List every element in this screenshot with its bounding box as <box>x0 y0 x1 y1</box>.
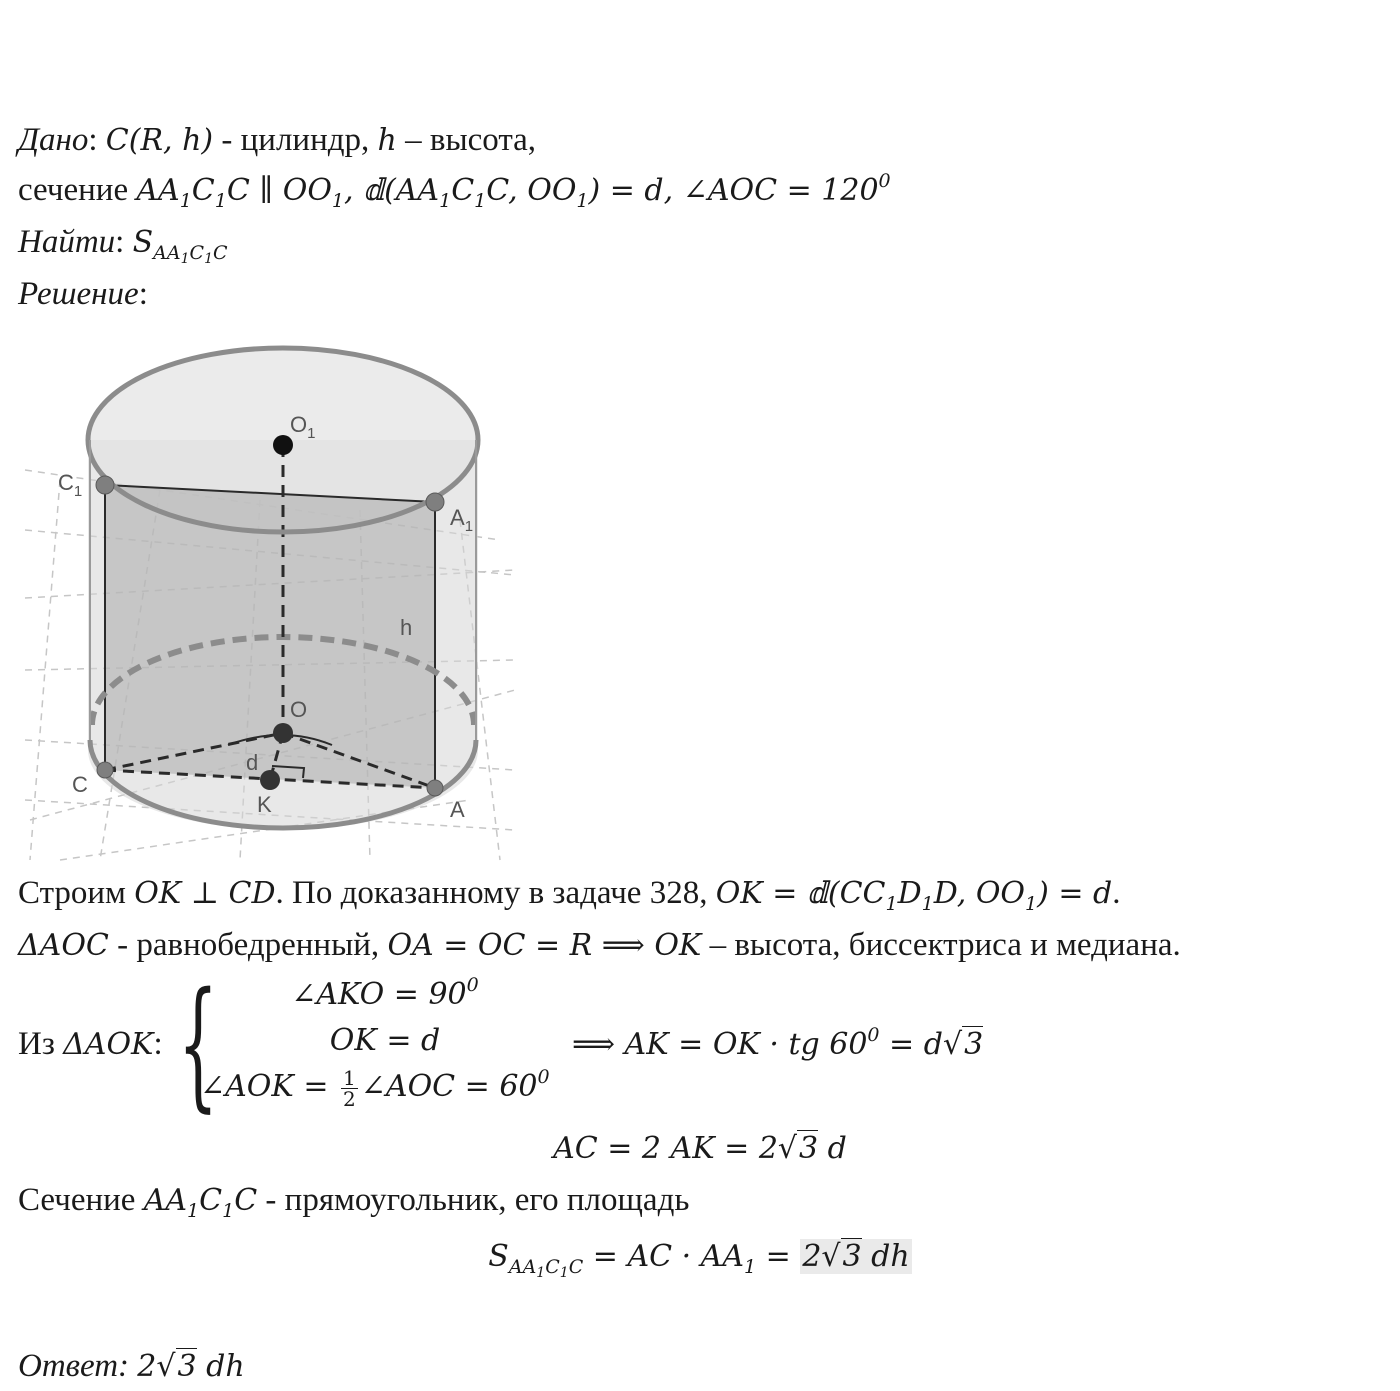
system-prefix: Из ΔAOK: <box>18 1026 163 1062</box>
system-row-3: ∠AOK = $\frac{1}{2}$ ∠AOC = $60^0$ <box>200 1065 550 1111</box>
label-o: O <box>290 697 308 722</box>
label-d: d <box>246 750 259 775</box>
given-line-1: Дано: C(R, h) - цилиндр, h – высота, <box>18 122 537 158</box>
cylinder-text: - цилиндр, <box>213 122 378 158</box>
label-o1: $O_1$ <box>290 412 316 442</box>
find-expr: $S_{AA_1C_1C}$ <box>132 225 228 267</box>
label-a: A <box>450 797 465 822</box>
point-o <box>273 723 293 743</box>
solution-line: Решение: <box>18 276 148 312</box>
label-a1: $A_1$ <box>450 505 474 535</box>
height-text: – высота, <box>396 122 537 158</box>
label-c1: $C_1$ <box>58 470 83 500</box>
section-expr: $AA_1C_1C$ ∥ $OO_1$ <box>136 173 345 212</box>
system-row-2: OK = d <box>329 1023 441 1058</box>
point-c <box>97 762 113 778</box>
find-label: Найти <box>18 224 116 260</box>
system-rows <box>200 972 570 1110</box>
answer-value: 2√3 dh <box>137 1349 245 1384</box>
given-label: Дано <box>18 122 89 158</box>
point-a1 <box>426 493 444 511</box>
distance-expr: , $𝕕(AA_1C_1C$, $OO_1) = d$, ∠AOC = $120^0$ <box>344 170 891 212</box>
point-a <box>427 780 443 796</box>
point-o1 <box>273 435 293 455</box>
cylinder-figure <box>0 330 540 870</box>
point-k <box>260 770 280 790</box>
system-row-1: ∠AKO = $90^0$ <box>291 974 479 1012</box>
cylinder-expr: C(R, h) <box>105 123 214 158</box>
label-k: K <box>257 792 272 817</box>
label-c: C <box>72 772 88 797</box>
step1-line: Строим OK ⊥ CD. По доказанному в задаче 328, OK = $𝕕(CC_1D_1D$, $OO_1) = d$. <box>18 875 1121 915</box>
area-line: $S_{AA_1C_1C}$ = AC · $AA_1 = 2√3$ dh <box>488 1239 910 1281</box>
point-c1 <box>96 476 114 494</box>
label-h: h <box>400 615 413 640</box>
solution-label: Решение <box>18 276 139 312</box>
area-result-highlight: 2√3 dh <box>802 1239 910 1274</box>
section-line: Сечение $AA_1C_1C$ - прямоугольник, его площадь <box>18 1182 690 1222</box>
find-line: Найти: $S_{AA_1C_1C}$ <box>18 224 228 267</box>
height-var: h <box>377 123 397 158</box>
given-line-2 <box>18 170 891 211</box>
system-brace: { <box>178 963 219 1126</box>
section-text: сечение <box>18 172 137 208</box>
system-result: ⟹ AK = OK · tg $60^0 = d√3$ <box>572 1024 984 1062</box>
answer-line <box>18 1346 245 1387</box>
ac-line: AC = 2 AK = 2√3 d <box>553 1131 847 1166</box>
answer-label: Ответ: <box>18 1348 130 1384</box>
step2-line: ΔAOC - равнобедренный, OA = OC = R ⟹ OK – высота, биссектриса и медиана. <box>18 927 1181 963</box>
